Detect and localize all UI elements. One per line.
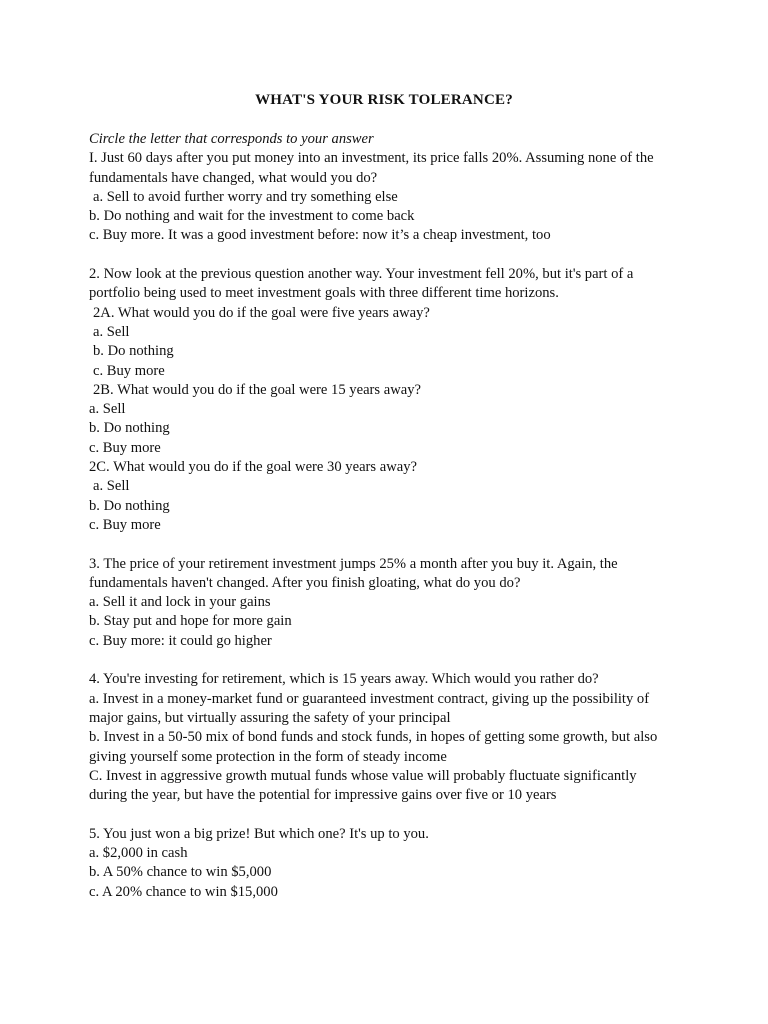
answer-option: a. Sell: [89, 401, 126, 418]
instruction-text: Circle the letter that corresponds to your answer: [89, 131, 374, 147]
question-2: [89, 265, 689, 535]
page-title: WHAT'S YOUR RISK TOLERANCE?: [255, 92, 513, 108]
sub-question-2a: 2A. What would you do if the goal were five years away?: [93, 304, 430, 321]
sub-question-2b: 2B. What would you do if the goal were 15 years away?: [93, 381, 421, 398]
question-text: 5. You just won a big prize! But which one? It's up to you.: [89, 825, 429, 842]
answer-option: a. Sell: [93, 478, 130, 495]
answer-option: b. Invest in a 50-50 mix of bond funds and stock funds, in hopes of getting some growth, but also: [89, 729, 658, 746]
answer-option: a. Sell it and lock in your gains: [89, 594, 271, 611]
question-5: [89, 825, 689, 902]
answer-option: b. Do nothing: [89, 497, 170, 514]
question-1: [89, 149, 689, 245]
answer-option: major gains, but virtually assuring the safety of your principal: [89, 709, 451, 726]
answer-option: b. Do nothing and wait for the investment to come back: [89, 208, 415, 225]
question-4: [89, 670, 689, 805]
question-text: 3. The price of your retirement investment jumps 25% a month after you buy it. Again, the: [89, 555, 618, 572]
answer-option: b. Stay put and hope for more gain: [89, 613, 292, 630]
answer-option: a. Sell: [93, 323, 130, 340]
question-text: fundamentals have changed, what would you do?: [89, 169, 378, 186]
spacer: [89, 535, 689, 554]
sub-question-2c: 2C. What would you do if the goal were 30 years away?: [89, 459, 417, 476]
answer-option: c. Buy more: [93, 362, 165, 379]
answer-option: C. Invest in aggressive growth mutual funds whose value will probably fluctuate significantly: [89, 767, 637, 784]
question-text: I. Just 60 days after you put money into an investment, its price falls 20%. Assuming none of the: [89, 150, 654, 167]
answer-option: c. Buy more. It was a good investment before: now it’s a cheap investment, too: [89, 227, 551, 244]
answer-option: b. A 50% chance to win $5,000: [89, 864, 272, 881]
spacer: [89, 651, 689, 670]
answer-option: a. $2,000 in cash: [89, 844, 188, 861]
answer-option: c. Buy more: it could go higher: [89, 632, 272, 649]
answer-option: b. Do nothing: [89, 420, 170, 437]
answer-option: a. Sell to avoid further worry and try something else: [93, 188, 398, 205]
question-3: [89, 555, 689, 651]
answer-option: b. Do nothing: [93, 343, 174, 360]
answer-option: c. Buy more: [89, 439, 161, 456]
answer-option: a. Invest in a money-market fund or guaranteed investment contract, giving up the possibility of: [89, 690, 650, 707]
spacer: [89, 246, 689, 265]
answer-option: giving yourself some protection in the form of steady income: [89, 748, 447, 765]
question-text: 4. You're investing for retirement, which is 15 years away. Which would you rather do?: [89, 671, 599, 688]
spacer: [89, 805, 689, 824]
answer-option: c. A 20% chance to win $15,000: [89, 883, 278, 900]
question-text: portfolio being used to meet investment goals with three different time horizons.: [89, 285, 559, 302]
questionnaire-body: [89, 130, 689, 902]
question-text: fundamentals haven't changed. After you finish gloating, what do you do?: [89, 574, 521, 591]
question-text: 2. Now look at the previous question another way. Your investment fell 20%, but it's part of a: [89, 266, 634, 283]
answer-option: during the year, but have the potential for impressive gains over five or 10 years: [89, 787, 557, 804]
answer-option: c. Buy more: [89, 516, 161, 533]
